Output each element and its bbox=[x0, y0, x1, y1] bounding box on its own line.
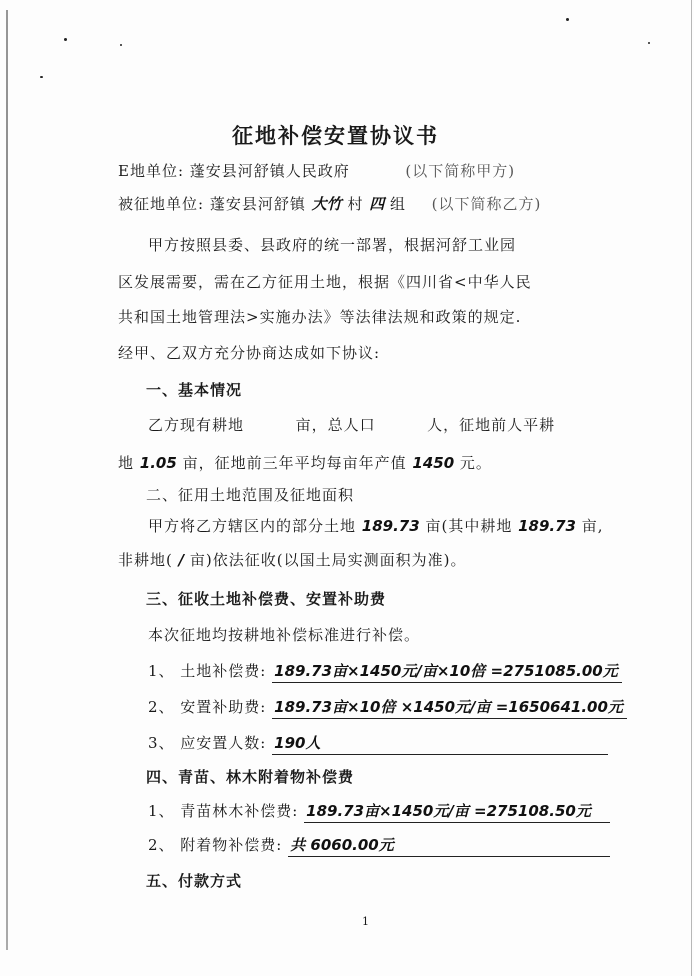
party-a-alias: (以下简称甲方) bbox=[405, 162, 516, 180]
s2-line1-b: 亩(其中耕地 bbox=[425, 517, 513, 535]
land-compensation-label: 1、 土地补偿费: bbox=[148, 662, 267, 680]
land-compensation-value-handwritten: 189.73亩×1450元/亩×10倍 =2751085.00元 bbox=[272, 660, 622, 683]
s1-line1-b: 亩，总人口 bbox=[295, 416, 376, 434]
non-farmland-area-handwritten: / bbox=[178, 551, 185, 569]
section-2-line-1 bbox=[148, 515, 604, 536]
s2-line2-b: 亩)依法征收(以国土局实测面积为准)。 bbox=[189, 551, 467, 569]
farmland-area-handwritten: 189.73 bbox=[518, 517, 576, 535]
resettlement-subsidy-value-handwritten: 189.73亩×10倍 ×1450元/亩 =1650641.00元 bbox=[272, 696, 627, 719]
s1-line1-c: 人，征地前人平耕 bbox=[427, 416, 556, 434]
scan-speck bbox=[566, 18, 569, 21]
section-1-line-1 bbox=[148, 414, 555, 435]
scan-edge-left bbox=[6, 10, 8, 950]
party-b-label: 被征地单位: bbox=[118, 195, 205, 213]
section-2-line-2 bbox=[118, 549, 466, 570]
s1-line1-a: 乙方现有耕地 bbox=[148, 416, 245, 434]
party-b-alias: (以下简称乙方) bbox=[431, 195, 542, 213]
page-number: 1 bbox=[362, 915, 369, 928]
attachment-compensation-value-handwritten: 共 6060.00元 bbox=[288, 834, 610, 857]
section-3-intro: 本次征地均按耕地补偿标准进行补偿。 bbox=[148, 626, 421, 644]
section-3-item-1 bbox=[148, 660, 622, 683]
s1-line2-c: 元。 bbox=[459, 454, 492, 472]
scan-speck bbox=[40, 76, 43, 78]
s2-line1-c: 亩, bbox=[581, 517, 604, 535]
per-capita-land-handwritten: 1.05 bbox=[139, 454, 177, 472]
total-area-handwritten: 189.73 bbox=[361, 517, 420, 535]
scan-speck bbox=[648, 42, 650, 44]
attachment-compensation-label: 2、 附着物补偿费: bbox=[148, 836, 283, 854]
crop-compensation-label: 1、 青苗林木补偿费: bbox=[148, 802, 299, 820]
section-4-item-2 bbox=[148, 834, 610, 857]
section-1-heading: 一、基本情况 bbox=[146, 381, 243, 399]
intro-line-1: 甲方按照县委、县政府的统一部署，根据河舒工业园 bbox=[148, 236, 517, 254]
party-b-group-handwritten: 四 bbox=[369, 195, 385, 213]
party-b-name-pre: 蓬安县河舒镇 bbox=[209, 195, 306, 213]
section-4-item-1 bbox=[148, 800, 610, 823]
resettlement-subsidy-label: 2、 安置补助费: bbox=[148, 698, 267, 716]
s2-line1-a: 甲方将乙方辖区内的部分土地 bbox=[148, 517, 357, 535]
party-b-name-post: 组 bbox=[390, 195, 407, 213]
intro-line-4: 经甲、乙双方充分协商达成如下协议: bbox=[118, 344, 381, 362]
document-title: 征地补偿安置协议书 bbox=[232, 124, 439, 148]
scan-edge-right bbox=[691, 0, 692, 976]
section-3-item-3 bbox=[148, 732, 608, 755]
intro-line-3: 共和国土地管理法>实施办法》等法律法规和政策的规定. bbox=[118, 308, 522, 326]
party-b-village-handwritten: 大竹 bbox=[311, 195, 342, 213]
section-2-heading: 二、征用土地范围及征地面积 bbox=[146, 486, 355, 504]
party-b-name-mid: 村 bbox=[347, 195, 364, 213]
party-a-name: 蓬安县河舒镇人民政府 bbox=[189, 162, 350, 180]
s1-line2-a: 地 bbox=[118, 454, 135, 472]
scan-speck bbox=[120, 44, 122, 46]
section-1-line-2 bbox=[118, 452, 492, 473]
section-5-heading: 五、付款方式 bbox=[146, 872, 243, 890]
s2-line2-a: 非耕地( bbox=[118, 551, 173, 569]
section-4-heading: 四、青苗、林木附着物补偿费 bbox=[146, 768, 355, 786]
party-a-label: E地单位: bbox=[118, 162, 185, 180]
party-b-line bbox=[118, 193, 541, 214]
intro-line-2: 区发展需要，需在乙方征用土地，根据《四川省<中华人民 bbox=[118, 273, 532, 291]
scan-speck bbox=[64, 38, 67, 41]
section-3-item-2 bbox=[148, 696, 627, 719]
section-3-heading: 三、征收土地补偿费、安置补助费 bbox=[146, 590, 387, 608]
crop-compensation-value-handwritten: 189.73亩×1450元/亩 =275108.50元 bbox=[304, 800, 610, 823]
resettlement-count-label: 3、 应安置人数: bbox=[148, 734, 267, 752]
party-a-line bbox=[118, 160, 515, 181]
annual-output-handwritten: 1450 bbox=[412, 454, 455, 472]
resettlement-count-value-handwritten: 190人 bbox=[272, 732, 608, 755]
s1-line2-b: 亩，征地前三年平均每亩年产值 bbox=[182, 454, 407, 472]
